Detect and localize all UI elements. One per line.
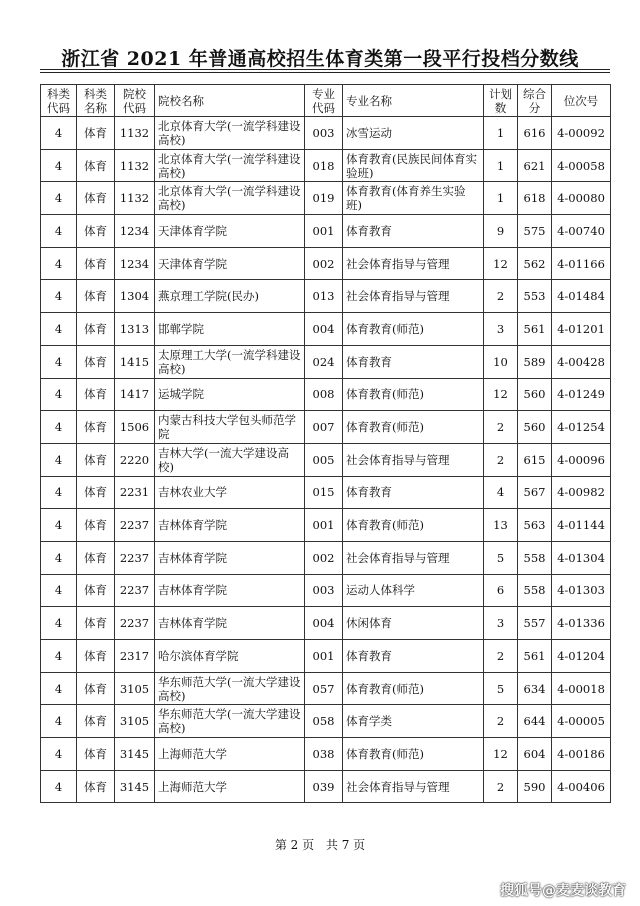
- table-cell: 4: [41, 149, 77, 182]
- table-cell: 1: [484, 117, 518, 150]
- table-cell: 12: [484, 738, 518, 771]
- table-cell: 12: [484, 247, 518, 280]
- table-cell: 013: [305, 280, 343, 313]
- table-cell: 10: [484, 345, 518, 378]
- table-cell: 4: [41, 182, 77, 215]
- table-cell: 621: [518, 149, 552, 182]
- table-cell: 1506: [115, 411, 155, 444]
- column-header: 院校 代码: [115, 85, 155, 117]
- table-cell: 体育: [77, 738, 115, 771]
- table-cell: 4: [41, 738, 77, 771]
- table-cell: 2237: [115, 607, 155, 640]
- table-cell: 4: [41, 280, 77, 313]
- table-cell: 4-01166: [552, 247, 611, 280]
- table-cell: 057: [305, 672, 343, 705]
- column-header: 科类 名称: [77, 85, 115, 117]
- table-cell: 4-01304: [552, 541, 611, 574]
- table-cell: 001: [305, 215, 343, 248]
- table-cell: 体育: [77, 215, 115, 248]
- table-row: [41, 443, 611, 476]
- table-cell: 1: [484, 182, 518, 215]
- table-cell: 2237: [115, 509, 155, 542]
- table-cell: 体育教育(民族民间体育实验班): [343, 149, 484, 182]
- table-row: [41, 672, 611, 705]
- table-cell: 4: [41, 215, 77, 248]
- document-title: 浙江省 2021 年普通高校招生体育类第一段平行投档分数线: [61, 48, 579, 70]
- table-cell: 4: [41, 574, 77, 607]
- table-cell: 吉林体育学院: [155, 607, 305, 640]
- table-cell: 3105: [115, 705, 155, 738]
- table-cell: 4: [41, 411, 77, 444]
- table-cell: 4-00058: [552, 149, 611, 182]
- table-cell: 哈尔滨体育学院: [155, 640, 305, 673]
- table-cell: 003: [305, 574, 343, 607]
- table-row: [41, 574, 611, 607]
- table-cell: 上海师范大学: [155, 770, 305, 803]
- table-cell: 吉林体育学院: [155, 541, 305, 574]
- table-cell: 2237: [115, 541, 155, 574]
- table-cell: 1313: [115, 313, 155, 346]
- column-header: 综合 分: [518, 85, 552, 117]
- table-cell: 3105: [115, 672, 155, 705]
- table-cell: 社会体育指导与管理: [343, 541, 484, 574]
- table-cell: 2317: [115, 640, 155, 673]
- table-cell: 吉林农业大学: [155, 476, 305, 509]
- table-row: [41, 182, 611, 215]
- table-cell: 4: [41, 117, 77, 150]
- table-cell: 561: [518, 640, 552, 673]
- table-cell: 1417: [115, 378, 155, 411]
- table-cell: 005: [305, 443, 343, 476]
- table-cell: 社会体育指导与管理: [343, 280, 484, 313]
- title-rule: [40, 72, 610, 73]
- table-cell: 4: [41, 378, 77, 411]
- column-header: 科类 代码: [41, 85, 77, 117]
- table-row: [41, 345, 611, 378]
- table-cell: 天津体育学院: [155, 215, 305, 248]
- table-cell: 社会体育指导与管理: [343, 443, 484, 476]
- table-cell: 体育教育: [343, 476, 484, 509]
- column-header: 计划 数: [484, 85, 518, 117]
- table-cell: 3: [484, 607, 518, 640]
- table-cell: 1304: [115, 280, 155, 313]
- table-row: [41, 149, 611, 182]
- table-row: [41, 313, 611, 346]
- table-cell: 5: [484, 672, 518, 705]
- table-cell: 589: [518, 345, 552, 378]
- table-cell: 体育: [77, 672, 115, 705]
- table-cell: 558: [518, 574, 552, 607]
- table-cell: 4: [41, 509, 77, 542]
- table-row: [41, 738, 611, 771]
- table-cell: 618: [518, 182, 552, 215]
- table-cell: 4-01254: [552, 411, 611, 444]
- table-row: [41, 411, 611, 444]
- table-cell: 9: [484, 215, 518, 248]
- table-cell: 2: [484, 640, 518, 673]
- table-cell: 4-00982: [552, 476, 611, 509]
- table-cell: 体育教育(师范): [343, 738, 484, 771]
- table-cell: 4: [41, 247, 77, 280]
- table-cell: 4: [41, 607, 77, 640]
- table-cell: 2: [484, 443, 518, 476]
- table-cell: 休闲体育: [343, 607, 484, 640]
- table-cell: 体育教育(体育养生实验班): [343, 182, 484, 215]
- table-cell: 体育教育(师范): [343, 411, 484, 444]
- table-header-row: [41, 85, 611, 117]
- table-row: [41, 280, 611, 313]
- table-cell: 2: [484, 770, 518, 803]
- table-cell: 590: [518, 770, 552, 803]
- admission-score-table: [40, 84, 611, 803]
- table-cell: 2231: [115, 476, 155, 509]
- table-cell: 4: [484, 476, 518, 509]
- table-cell: 体育: [77, 541, 115, 574]
- table-cell: 体育: [77, 411, 115, 444]
- table-cell: 004: [305, 607, 343, 640]
- table-row: [41, 607, 611, 640]
- table-row: [41, 117, 611, 150]
- table-cell: 4-00080: [552, 182, 611, 215]
- table-cell: 北京体育大学(一流学科建设高校): [155, 117, 305, 150]
- table-cell: 001: [305, 640, 343, 673]
- table-cell: 体育: [77, 378, 115, 411]
- table-cell: 1234: [115, 215, 155, 248]
- table-cell: 华东师范大学(一流大学建设高校): [155, 672, 305, 705]
- source-watermark: 搜狐号@麦麦谈教育: [500, 883, 626, 899]
- table-row: [41, 705, 611, 738]
- table-cell: 6: [484, 574, 518, 607]
- page-footer: [0, 836, 640, 853]
- table-cell: 634: [518, 672, 552, 705]
- column-header: 专业 代码: [305, 85, 343, 117]
- table-cell: 5: [484, 541, 518, 574]
- page-number: 第 2 页: [274, 838, 315, 852]
- table-cell: 615: [518, 443, 552, 476]
- table-cell: 039: [305, 770, 343, 803]
- table-cell: 1234: [115, 247, 155, 280]
- table-cell: 008: [305, 378, 343, 411]
- table-cell: 体育: [77, 443, 115, 476]
- table-cell: 13: [484, 509, 518, 542]
- table-cell: 4: [41, 345, 77, 378]
- table-row: [41, 247, 611, 280]
- table-cell: 邯郸学院: [155, 313, 305, 346]
- table-cell: 体育教育: [343, 215, 484, 248]
- table-row: [41, 640, 611, 673]
- table-cell: 4: [41, 443, 77, 476]
- table-cell: 4: [41, 705, 77, 738]
- table-cell: 4-01201: [552, 313, 611, 346]
- table-cell: 吉林体育学院: [155, 574, 305, 607]
- table-cell: 4-00005: [552, 705, 611, 738]
- table-row: [41, 476, 611, 509]
- table-cell: 4-01249: [552, 378, 611, 411]
- table-cell: 太原理工大学(一流学科建设高校): [155, 345, 305, 378]
- table-cell: 018: [305, 149, 343, 182]
- table-cell: 4-01204: [552, 640, 611, 673]
- table-cell: 体育教育: [343, 345, 484, 378]
- table-cell: 4-00406: [552, 770, 611, 803]
- table-cell: 体育学类: [343, 705, 484, 738]
- table-cell: 3145: [115, 738, 155, 771]
- table-cell: 体育: [77, 574, 115, 607]
- table-cell: 553: [518, 280, 552, 313]
- table-cell: 4: [41, 476, 77, 509]
- page-total: 共 7 页: [325, 838, 366, 852]
- table-cell: 2: [484, 705, 518, 738]
- table-cell: 4-00740: [552, 215, 611, 248]
- column-header: 专业名称: [343, 85, 484, 117]
- table-cell: 575: [518, 215, 552, 248]
- table-cell: 内蒙古科技大学包头师范学院: [155, 411, 305, 444]
- table-cell: 1415: [115, 345, 155, 378]
- table-cell: 019: [305, 182, 343, 215]
- table-cell: 北京体育大学(一流学科建设高校): [155, 149, 305, 182]
- table-cell: 1: [484, 149, 518, 182]
- table-cell: 644: [518, 705, 552, 738]
- table-row: [41, 541, 611, 574]
- table-cell: 运城学院: [155, 378, 305, 411]
- table-cell: 558: [518, 541, 552, 574]
- table-cell: 2: [484, 280, 518, 313]
- table-cell: 004: [305, 313, 343, 346]
- table-cell: 4: [41, 541, 77, 574]
- table-cell: 燕京理工学院(民办): [155, 280, 305, 313]
- table-cell: 007: [305, 411, 343, 444]
- table-cell: 4-00092: [552, 117, 611, 150]
- table-cell: 4: [41, 770, 77, 803]
- table-cell: 058: [305, 705, 343, 738]
- table-cell: 体育教育(师范): [343, 313, 484, 346]
- table-cell: 4-00428: [552, 345, 611, 378]
- table-cell: 体育: [77, 345, 115, 378]
- table-cell: 体育: [77, 313, 115, 346]
- table-cell: 吉林大学(一流大学建设高校): [155, 443, 305, 476]
- table-cell: 015: [305, 476, 343, 509]
- table-cell: 体育: [77, 149, 115, 182]
- table-cell: 4-00018: [552, 672, 611, 705]
- table-cell: 4: [41, 672, 77, 705]
- table-cell: 567: [518, 476, 552, 509]
- table-cell: 024: [305, 345, 343, 378]
- table-cell: 1132: [115, 182, 155, 215]
- table-cell: 563: [518, 509, 552, 542]
- table-cell: 4: [41, 313, 77, 346]
- table-cell: 社会体育指导与管理: [343, 247, 484, 280]
- table-cell: 体育: [77, 770, 115, 803]
- table-cell: 体育: [77, 640, 115, 673]
- table-cell: 4-01144: [552, 509, 611, 542]
- table-cell: 4-00096: [552, 443, 611, 476]
- table-cell: 体育: [77, 705, 115, 738]
- table-cell: 557: [518, 607, 552, 640]
- table-cell: 4-00186: [552, 738, 611, 771]
- table-cell: 运动人体科学: [343, 574, 484, 607]
- table-cell: 冰雪运动: [343, 117, 484, 150]
- table-cell: 562: [518, 247, 552, 280]
- table-cell: 002: [305, 541, 343, 574]
- table-cell: 体育教育(师范): [343, 378, 484, 411]
- table-cell: 4: [41, 640, 77, 673]
- column-header: 院校名称: [155, 85, 305, 117]
- table-cell: 4-01336: [552, 607, 611, 640]
- table-cell: 1132: [115, 117, 155, 150]
- table-cell: 华东师范大学(一流大学建设高校): [155, 705, 305, 738]
- table-cell: 体育教育(师范): [343, 672, 484, 705]
- table-cell: 560: [518, 378, 552, 411]
- table-cell: 616: [518, 117, 552, 150]
- table-cell: 2: [484, 411, 518, 444]
- table-cell: 体育: [77, 280, 115, 313]
- table-cell: 4-01484: [552, 280, 611, 313]
- table-cell: 002: [305, 247, 343, 280]
- table-cell: 吉林体育学院: [155, 509, 305, 542]
- table-cell: 体育: [77, 247, 115, 280]
- table-cell: 001: [305, 509, 343, 542]
- table-cell: 560: [518, 411, 552, 444]
- table-cell: 038: [305, 738, 343, 771]
- table-row: [41, 509, 611, 542]
- table-cell: 3: [484, 313, 518, 346]
- table-cell: 体育: [77, 509, 115, 542]
- table-cell: 体育: [77, 117, 115, 150]
- table-row: [41, 770, 611, 803]
- table-cell: 3145: [115, 770, 155, 803]
- table-cell: 社会体育指导与管理: [343, 770, 484, 803]
- table-cell: 天津体育学院: [155, 247, 305, 280]
- table-cell: 体育教育: [343, 640, 484, 673]
- table-row: [41, 215, 611, 248]
- table-cell: 上海师范大学: [155, 738, 305, 771]
- table-cell: 北京体育大学(一流学科建设高校): [155, 182, 305, 215]
- table-cell: 4-01303: [552, 574, 611, 607]
- table-cell: 体育: [77, 607, 115, 640]
- table-cell: 体育: [77, 182, 115, 215]
- table-cell: 1132: [115, 149, 155, 182]
- column-header: 位次号: [552, 85, 611, 117]
- table-cell: 2220: [115, 443, 155, 476]
- table-cell: 561: [518, 313, 552, 346]
- table-row: [41, 378, 611, 411]
- table-cell: 12: [484, 378, 518, 411]
- table-cell: 003: [305, 117, 343, 150]
- title-rule: [40, 69, 610, 70]
- table-cell: 604: [518, 738, 552, 771]
- table-cell: 体育教育(师范): [343, 509, 484, 542]
- table-cell: 体育: [77, 476, 115, 509]
- table-cell: 2237: [115, 574, 155, 607]
